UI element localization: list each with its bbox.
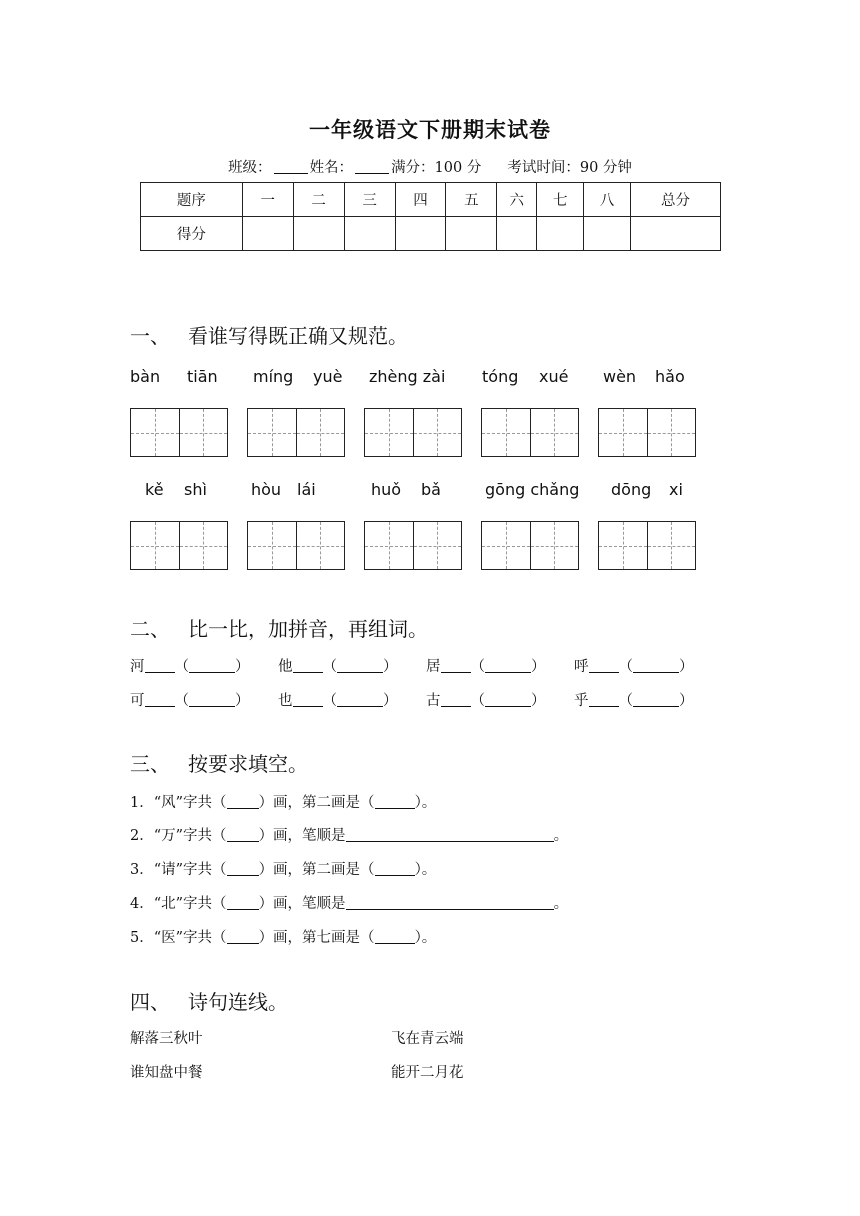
score-cell[interactable] bbox=[446, 217, 497, 251]
pinyin: zhèng zài bbox=[369, 367, 446, 386]
score-cell[interactable] bbox=[344, 217, 395, 251]
pinyin: wèn bbox=[603, 367, 637, 386]
section2-heading bbox=[130, 613, 428, 642]
question-item: 5．“医”字共（ ）画，第七画是（ ）。 bbox=[130, 930, 437, 946]
header-cell: 八 bbox=[584, 183, 631, 217]
name-blank[interactable] bbox=[355, 159, 389, 174]
tianzige-box[interactable] bbox=[130, 521, 228, 570]
compare-item: 古 （ ） bbox=[426, 693, 546, 709]
tianzige-box[interactable] bbox=[481, 408, 579, 457]
section-title: 按要求填空。 bbox=[188, 752, 308, 776]
section1-heading bbox=[130, 320, 408, 349]
pinyin: gōng chǎng bbox=[485, 480, 580, 499]
compare-item: 居 （ ） bbox=[426, 659, 546, 675]
compare-row-1 bbox=[130, 655, 722, 676]
section4-heading bbox=[130, 986, 288, 1015]
pinyin: lái bbox=[297, 480, 316, 499]
header-cell: 四 bbox=[395, 183, 446, 217]
score-table-header bbox=[141, 183, 721, 217]
score-cell[interactable] bbox=[537, 217, 584, 251]
page-title: 一年级语文下册期末试卷 bbox=[309, 117, 551, 142]
pinyin: dōng bbox=[611, 480, 652, 499]
header-cell: 六 bbox=[497, 183, 537, 217]
header-cell: 五 bbox=[446, 183, 497, 217]
compare-item: 乎 （ ） bbox=[574, 693, 694, 709]
score-cell[interactable] bbox=[395, 217, 446, 251]
compare-item: 呼 （ ） bbox=[574, 659, 694, 675]
question-item: 3．“请”字共（ ）画，第二画是（ ）。 bbox=[130, 862, 437, 878]
compare-item: 也 （ ） bbox=[278, 693, 398, 709]
pinyin: hòu bbox=[251, 480, 282, 499]
compare-row-2 bbox=[130, 689, 722, 710]
header-cell: 一 bbox=[242, 183, 293, 217]
header-cell: 七 bbox=[537, 183, 584, 217]
score-cell[interactable] bbox=[631, 217, 721, 251]
tianzige-box[interactable] bbox=[364, 408, 462, 457]
compare-item: 河 （ ） bbox=[130, 659, 250, 675]
full-score: 满分：100 分 bbox=[391, 160, 482, 176]
pinyin: bàn bbox=[130, 367, 161, 386]
score-row-label: 得分 bbox=[141, 217, 243, 251]
poem-left-line[interactable]: 解落三秋叶 bbox=[130, 1031, 203, 1047]
pinyin: tiān bbox=[187, 367, 218, 386]
section-title: 诗句连线。 bbox=[188, 990, 288, 1014]
question-item: 2．“万”字共（ ）画，笔顺是 。 bbox=[130, 828, 569, 844]
score-cell[interactable] bbox=[242, 217, 293, 251]
tianzige-box[interactable] bbox=[130, 408, 228, 457]
tianzige-box[interactable] bbox=[364, 521, 462, 570]
score-cell[interactable] bbox=[293, 217, 344, 251]
tianzige-box[interactable] bbox=[598, 521, 696, 570]
class-blank[interactable] bbox=[274, 159, 308, 174]
pinyin: hǎo bbox=[655, 367, 685, 386]
pinyin: xué bbox=[539, 367, 569, 386]
score-cell[interactable] bbox=[497, 217, 537, 251]
pinyin: xi bbox=[669, 480, 683, 499]
compare-item: 他 （ ） bbox=[278, 659, 398, 675]
section-number: 一、 bbox=[130, 324, 170, 348]
section-title: 比一比，加拼音，再组词。 bbox=[188, 617, 428, 641]
section-number: 二、 bbox=[130, 617, 170, 641]
name-label: 姓名： bbox=[309, 160, 354, 176]
exam-info bbox=[0, 156, 860, 177]
question-item: 1．“风”字共（ ）画，第二画是（ ）。 bbox=[130, 795, 437, 811]
section-number: 四、 bbox=[130, 990, 170, 1014]
tianzige-box[interactable] bbox=[247, 521, 345, 570]
poem-left-line[interactable]: 谁知盘中餐 bbox=[130, 1065, 203, 1081]
compare-item: 可 （ ） bbox=[130, 693, 250, 709]
score-table-row bbox=[141, 217, 721, 251]
pinyin: huǒ bbox=[371, 480, 402, 499]
poem-right-line[interactable]: 飞在青云端 bbox=[391, 1031, 464, 1047]
pinyin: bǎ bbox=[421, 480, 441, 499]
tianzige-box[interactable] bbox=[247, 408, 345, 457]
score-table bbox=[140, 182, 721, 251]
pinyin: shì bbox=[184, 480, 207, 499]
tianzige-box[interactable] bbox=[598, 408, 696, 457]
pinyin: míng bbox=[253, 367, 294, 386]
tianzige-box[interactable] bbox=[481, 521, 579, 570]
header-cell: 题序 bbox=[141, 183, 243, 217]
section-number: 三、 bbox=[130, 752, 170, 776]
pinyin: tóng bbox=[482, 367, 519, 386]
exam-time: 考试时间：90 分钟 bbox=[507, 160, 632, 176]
section-title: 看谁写得既正确又规范。 bbox=[188, 324, 408, 348]
pinyin: kě bbox=[145, 480, 164, 499]
poem-right-line[interactable]: 能开二月花 bbox=[391, 1065, 464, 1081]
question-item: 4．“北”字共（ ）画，笔顺是 。 bbox=[130, 896, 569, 912]
header-cell: 二 bbox=[293, 183, 344, 217]
section3-heading bbox=[130, 748, 308, 777]
pinyin: yuè bbox=[313, 367, 343, 386]
score-cell[interactable] bbox=[584, 217, 631, 251]
class-label: 班级： bbox=[228, 160, 272, 176]
header-cell: 总分 bbox=[631, 183, 721, 217]
header-cell: 三 bbox=[344, 183, 395, 217]
